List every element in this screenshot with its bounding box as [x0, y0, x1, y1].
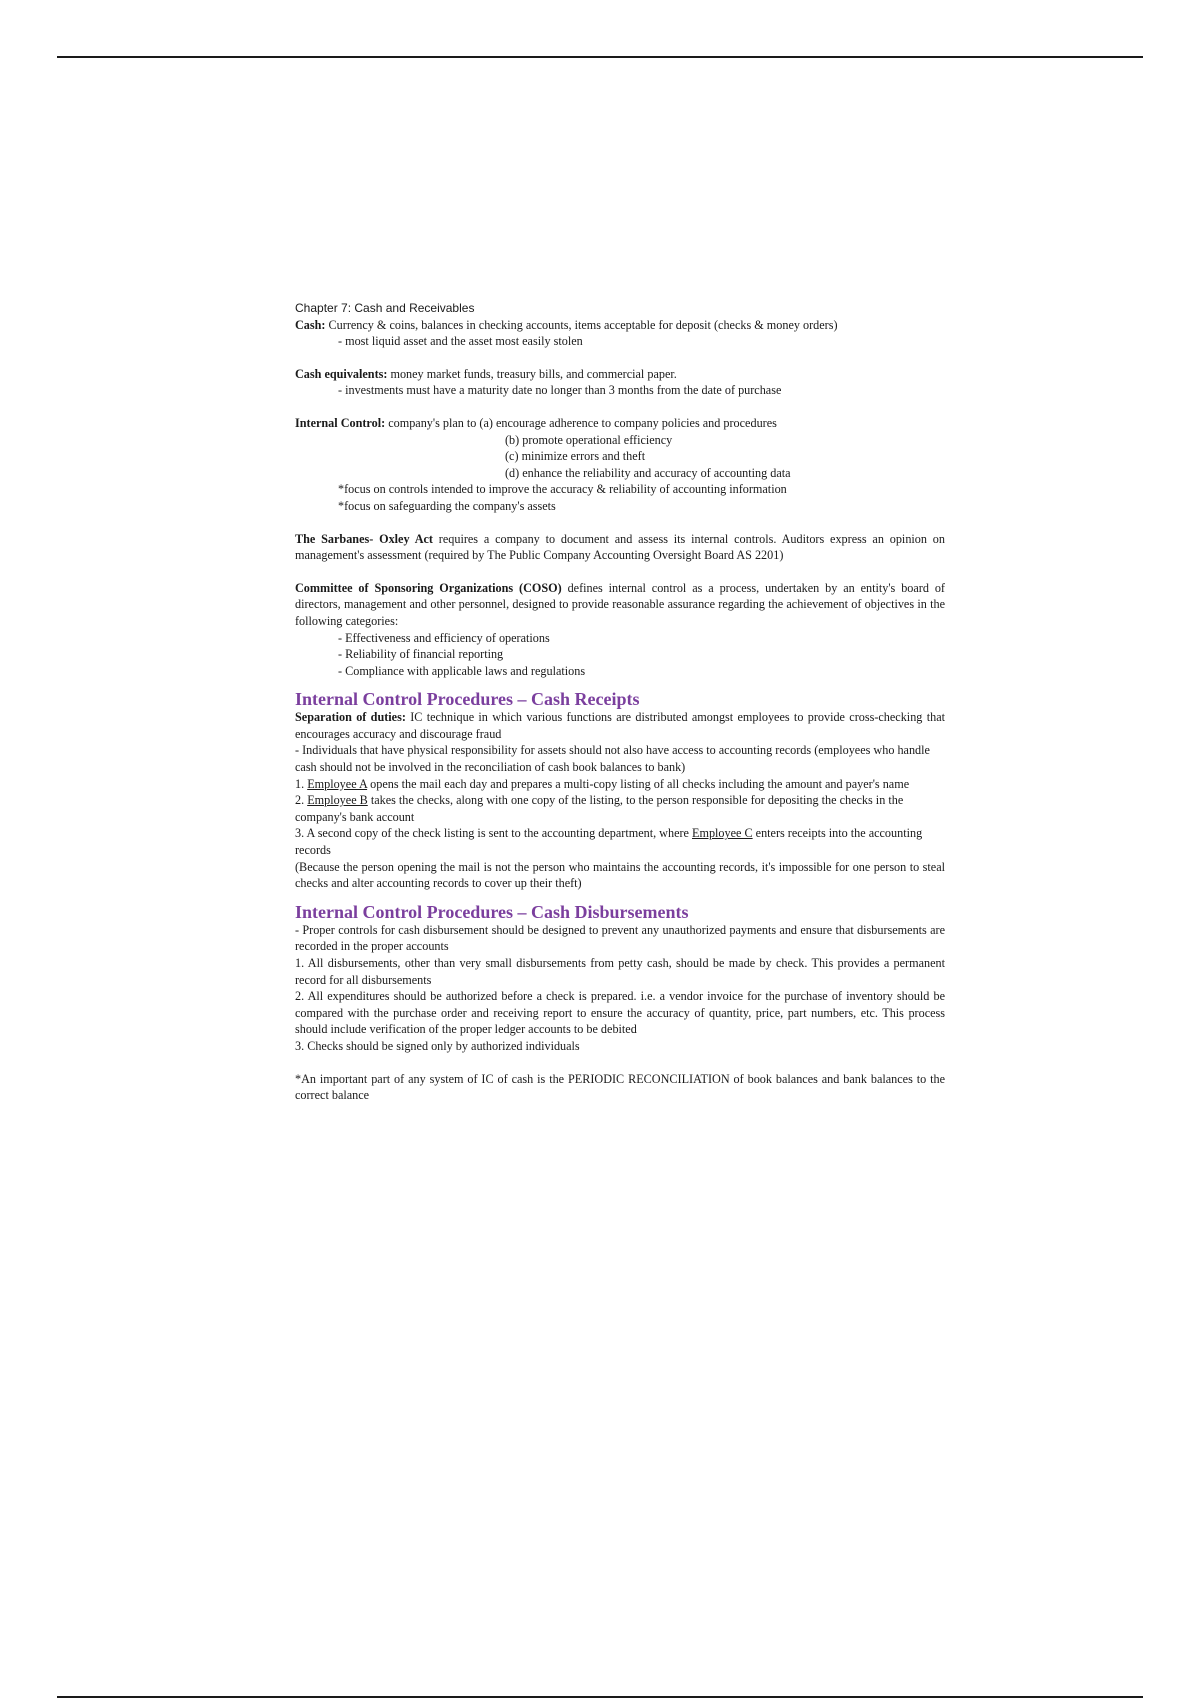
- coso-term: Committee of Sponsoring Organizations (COSO): [295, 580, 562, 595]
- sox-term: The Sarbanes- Oxley Act: [295, 531, 433, 546]
- internal-control-focus: *focus on controls intended to improve the accuracy & reliability of accounting information: [338, 482, 787, 497]
- cash-term: Cash:: [295, 317, 326, 332]
- sox-paragraph: The Sarbanes- Oxley Act requires a company to document and assess its internal controls. Auditors express an opinion on management's assessment (required by The Public Company Accounting Oversight Board AS 2201): [295, 531, 945, 563]
- internal-control-item: (d) enhance the reliability and accuracy of accounting data: [505, 465, 791, 480]
- separation-of-duties-note: - Individuals that have physical responsibility for assets should not also have access to accounting records (employees who handle cash should not be involved in the reconciliation of cash book balances to bank): [295, 743, 930, 775]
- internal-control-item: (c) minimize errors and theft: [505, 449, 646, 464]
- cash-note: - most liquid asset and the asset most easily stolen: [338, 334, 583, 349]
- internal-control-item: (b) promote operational efficiency: [505, 432, 673, 447]
- disbursements-intro: - Proper controls for cash disbursement should be designed to prevent any unauthorized payments and ensure that disbursements are recorded in the proper accounts: [295, 922, 945, 954]
- document-body: [295, 300, 945, 1104]
- employee-c: Employee C: [692, 826, 753, 841]
- internal-control-term: Internal Control:: [295, 415, 386, 430]
- receipts-explanation: (Because the person opening the mail is not the person who maintains the accounting records, it's impossible for one person to steal checks and alter accounting records to cover up their theft): [295, 859, 945, 891]
- disbursement-item: 1. All disbursements, other than very small disbursements from petty cash, should be made by check. This provides a permanent record for all disbursements: [295, 956, 945, 987]
- employee-b: Employee B: [307, 793, 368, 808]
- chapter-title: Chapter 7: Cash and Receivables: [295, 301, 475, 315]
- bottom-rule: [57, 1696, 1143, 1698]
- coso-item: - Reliability of financial reporting: [338, 647, 504, 662]
- receipt-step-3: 3. A second copy of the check listing is sent to the accounting department, where Employee C enters receipts into the accounting records: [295, 826, 923, 858]
- internal-control-focus: *focus on safeguarding the company's assets: [338, 498, 556, 513]
- coso-paragraph: Committee of Sponsoring Organizations (COSO) defines internal control as a process, undertaken by an entity's board of directors, management and other personnel, designed to provide reasonable assurance regarding the achievement of objectives in the following categories:: [295, 580, 945, 628]
- coso-item: - Effectiveness and efficiency of operations: [338, 630, 550, 645]
- reconciliation-note: *An important part of any system of IC of cash is the PERIODIC RECONCILIATION of book balances and bank balances to the correct balance: [295, 1071, 945, 1103]
- cash-equivalents-note: - investments must have a maturity date no longer than 3 months from the date of purchase: [338, 383, 782, 398]
- cash-definition: Cash: Currency & coins, balances in checking accounts, items acceptable for deposit (checks & money orders): [295, 317, 838, 332]
- separation-of-duties: Separation of duties: IC technique in which various functions are distributed amongst employees to provide cross-checking that encourages accuracy and discourage fraud: [295, 710, 945, 741]
- internal-control-definition: Internal Control: company's plan to (a) encourage adherence to company policies and procedures: [295, 415, 777, 430]
- coso-item: - Compliance with applicable laws and regulations: [338, 663, 586, 678]
- separation-of-duties-term: Separation of duties:: [295, 710, 406, 725]
- top-rule: [57, 56, 1143, 58]
- receipt-step-2: 2. Employee B takes the checks, along with one copy of the listing, to the person responsible for depositing the checks in the company's bank account: [295, 793, 904, 824]
- receipt-step-1: 1. Employee A opens the mail each day and prepares a multi-copy listing of all checks including the amount and payer's name: [295, 776, 910, 791]
- cash-equivalents-term: Cash equivalents:: [295, 366, 388, 381]
- employee-a: Employee A: [307, 776, 368, 791]
- cash-disbursements-heading: Internal Control Procedures – Cash Disbursements: [295, 901, 689, 922]
- cash-receipts-heading: Internal Control Procedures – Cash Receipts: [295, 689, 640, 710]
- disbursement-item: 2. All expenditures should be authorized before a check is prepared. i.e. a vendor invoice for the purchase of inventory should be compared with the purchase order and receiving report to ensure the accuracy of quantity, price, part numbers, etc. This process should include verification of the proper ledger accounts to be debited: [295, 989, 945, 1037]
- disbursement-item: 3. Checks should be signed only by authorized individuals: [295, 1038, 580, 1053]
- cash-equivalents-definition: Cash equivalents: money market funds, treasury bills, and commercial paper.: [295, 366, 677, 381]
